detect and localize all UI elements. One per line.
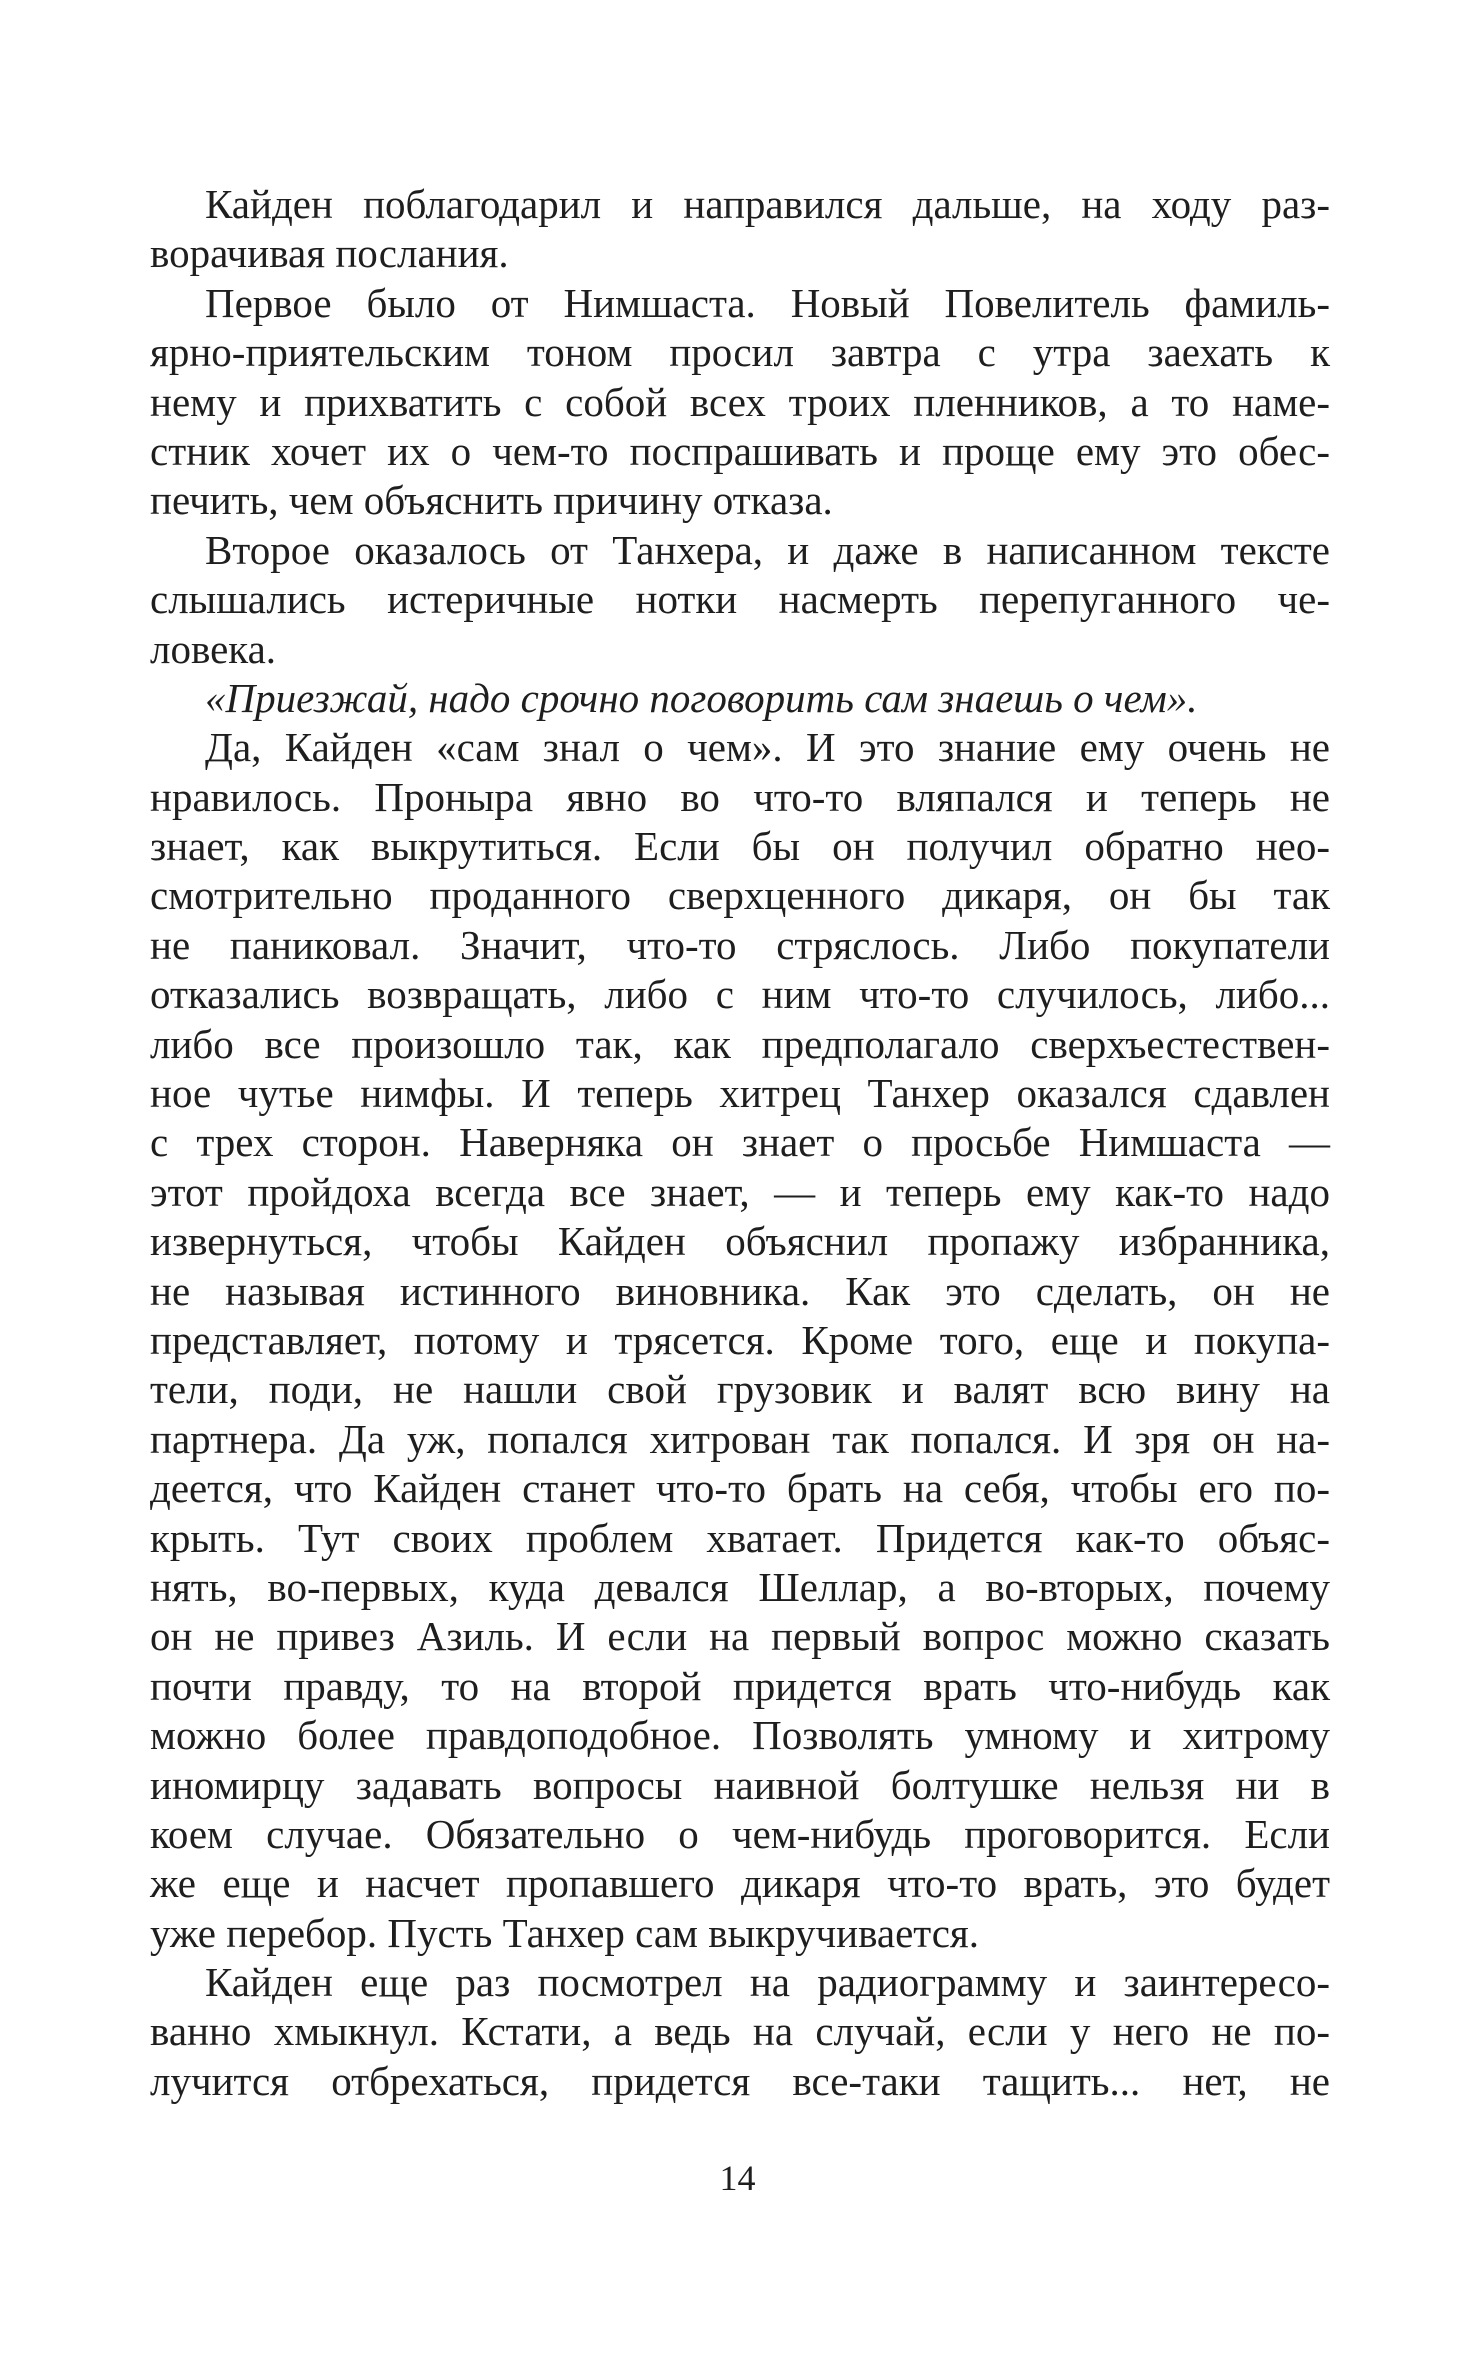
text-line: либо все произошло так, как предполагало сверхъестествен- xyxy=(150,1020,1330,1067)
text-line: знает, как выкрутиться. Если бы он получил обратно нео- xyxy=(150,823,1330,870)
text-line: этот пройдоха всегда все знает, — и теперь ему как-то надо xyxy=(150,1168,1330,1215)
text-line: ванно хмыкнул. Кстати, а ведь на случай, если у него не по- xyxy=(150,2008,1330,2055)
text-line: крыть. Тут своих проблем хватает. Придется как-то объяс- xyxy=(150,1514,1330,1561)
text-line: отказались возвращать, либо с ним что-то случилось, либо... xyxy=(150,971,1330,1018)
text-line: нему и прихватить с собой всех троих пленников, а то наме- xyxy=(150,378,1330,425)
text-line: ное чутье нимфы. И теперь хитрец Танхер оказался сдавлен xyxy=(150,1070,1330,1117)
text-line: представляет, потому и трясется. Кроме того, еще и покупа- xyxy=(150,1316,1330,1363)
text-line: партнера. Да уж, попался хитрован так попался. И зря он на- xyxy=(150,1415,1330,1462)
text-line: с трех сторон. Наверняка он знает о просьбе Нимшаста — xyxy=(150,1119,1330,1166)
text-line: ловека. xyxy=(150,625,277,672)
text-line: деется, что Кайден станет что-то брать на себя, чтобы его по- xyxy=(150,1465,1330,1512)
text-line: «Приезжай, надо срочно поговорить сам знаешь о чем». xyxy=(205,674,1198,721)
book-page-body xyxy=(150,180,1330,2106)
text-line: Кайден поблагодарил и направился дальше, на ходу раз- xyxy=(205,181,1330,227)
text-line: печить, чем объяснить причину отказа. xyxy=(150,477,833,524)
text-line: Да, Кайден «сам знал о чем». И это знание ему очень не xyxy=(205,724,1330,771)
text-line: иномирцу задавать вопросы наивной болтушке нельзя ни в xyxy=(150,1761,1330,1808)
text-line: можно более правдоподобное. Позволять умному и хитрому xyxy=(150,1712,1330,1759)
page-number: 14 xyxy=(719,2158,756,2198)
text-line: смотрительно проданного сверхценного дикаря, он бы так xyxy=(150,872,1330,919)
text-line: не паниковал. Значит, что-то стряслось. Либо покупатели xyxy=(150,921,1330,968)
text-line: стник хочет их о чем-то поспрашивать и проще ему это обес- xyxy=(150,427,1330,474)
text-line: же еще и насчет пропавшего дикаря что-то врать, это будет xyxy=(150,1860,1330,1907)
text-line: ярно-приятельским тоном просил завтра с утра заехать к xyxy=(150,329,1330,376)
text-line: уже перебор. Пусть Танхер сам выкручивается. xyxy=(150,1909,980,1956)
text-line: коем случае. Обязательно о чем-нибудь проговорится. Если xyxy=(150,1810,1330,1857)
text-line: нять, во-первых, куда девался Шеллар, а во-вторых, почему xyxy=(150,1563,1330,1610)
text-line: извернуться, чтобы Кайден объяснил пропажу избранника, xyxy=(150,1218,1330,1265)
text-line: лучится отбрехаться, придется все-таки тащить... нет, не xyxy=(150,2057,1330,2104)
text-line: он не привез Азиль. И если на первый вопрос можно сказать xyxy=(150,1613,1330,1660)
text-line: тели, поди, не нашли свой грузовик и валят всю вину на xyxy=(150,1366,1330,1413)
text-line: слышались истеричные нотки насмерть перепуганного че- xyxy=(150,576,1330,623)
text-line: не называя истинного виновника. Как это сделать, он не xyxy=(150,1267,1330,1314)
text-line: почти правду, то на второй придется врать что-нибудь как xyxy=(150,1662,1330,1709)
text-line: Кайден еще раз посмотрел на радиограмму и заинтересо- xyxy=(205,1959,1330,2006)
text-line: нравилось. Проныра явно во что-то вляпался и теперь не xyxy=(150,773,1330,820)
text-line: Первое было от Нимшаста. Новый Повелитель фамиль- xyxy=(205,279,1330,326)
text-line: Второе оказалось от Танхера, и даже в написанном тексте xyxy=(205,526,1330,573)
text-line: ворачивая послания. xyxy=(150,230,509,277)
